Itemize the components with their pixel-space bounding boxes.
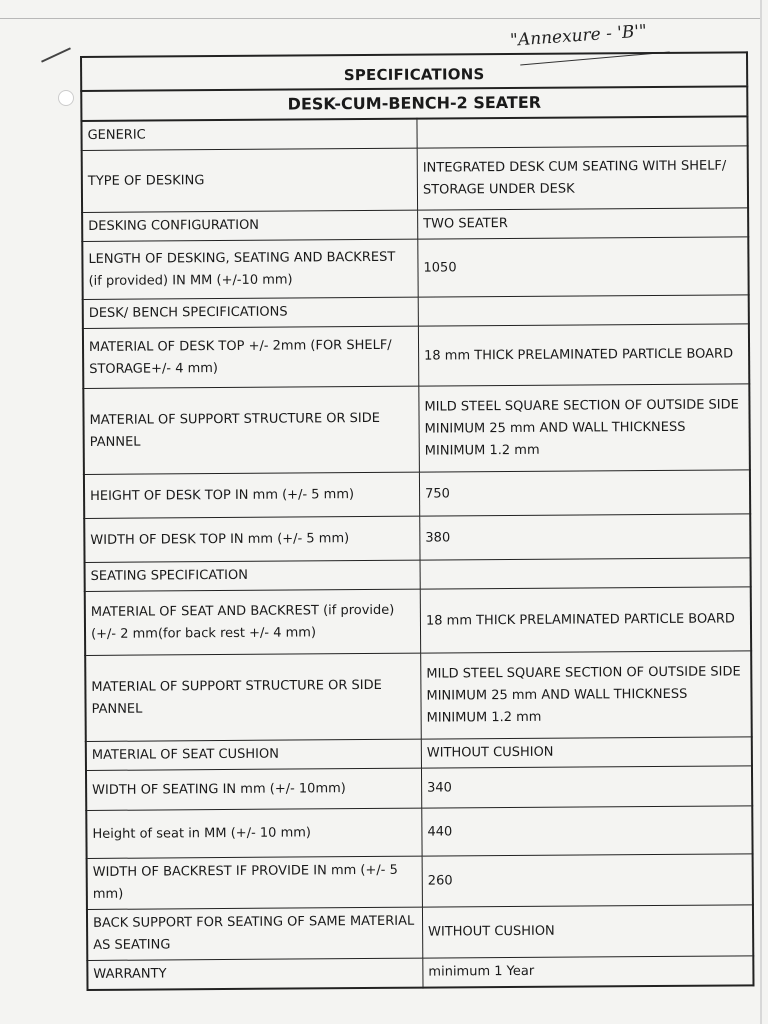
spec-row — [87, 956, 753, 990]
spec-value — [420, 558, 751, 589]
section-row — [85, 558, 751, 592]
spec-label: MATERIAL OF SEAT AND BACKREST (if provide) (+/- 2 mm(for back rest +/- 4 mm) — [85, 589, 421, 655]
specification-sheet — [80, 51, 755, 991]
section-row — [83, 295, 749, 329]
spec-row — [86, 766, 752, 811]
spec-label: Height of seat in MM (+/- 10 mm) — [86, 808, 422, 858]
spec-row — [84, 514, 750, 563]
spec-row — [84, 470, 750, 519]
section-heading: SEATING SPECIFICATION — [85, 560, 421, 591]
spec-label: DESKING CONFIGURATION — [82, 210, 418, 241]
spec-row — [87, 905, 753, 961]
spec-label: BACK SUPPORT FOR SEATING OF SAME MATERIAL AS SEATING — [87, 907, 423, 960]
spec-value: WITHOUT CUSHION — [422, 905, 753, 958]
spec-row — [83, 384, 750, 475]
spec-label: WIDTH OF BACKREST IF PROVIDE IN mm (+/- 5 mm) — [87, 856, 423, 909]
spec-label: MATERIAL OF SEAT CUSHION — [86, 739, 422, 770]
section-heading: DESK/ BENCH SPECIFICATIONS — [83, 297, 419, 328]
spec-label: TYPE OF DESKING — [82, 148, 418, 212]
annexure-handwritten-note: "Annexure - 'B'" — [509, 21, 648, 51]
specification-table — [80, 115, 754, 991]
punch-hole — [58, 90, 74, 106]
spec-value: 260 — [422, 854, 753, 907]
spec-value: 440 — [422, 806, 753, 856]
spec-value: 1050 — [418, 237, 749, 297]
section-row — [81, 116, 747, 150]
spec-label: HEIGHT OF DESK TOP IN mm (+/- 5 mm) — [84, 472, 420, 518]
spec-label: MATERIAL OF SUPPORT STRUCTURE OR SIDE PANNEL — [85, 653, 421, 741]
spec-row — [82, 208, 748, 242]
spec-row — [85, 651, 752, 742]
spec-value: TWO SEATER — [418, 208, 749, 239]
spec-value — [418, 295, 749, 326]
spec-value: 18 mm THICK PRELAMINATED PARTICLE BOARD — [420, 587, 751, 653]
spec-value: INTEGRATED DESK CUM SEATING WITH SHELF/ STORAGE UNDER DESK — [417, 146, 748, 210]
spec-value: 18 mm THICK PRELAMINATED PARTICLE BOARD — [418, 324, 749, 386]
spec-row — [86, 737, 752, 771]
spec-value: minimum 1 Year — [423, 956, 754, 988]
spec-row — [83, 324, 749, 389]
document-subtitle: DESK-CUM-BENCH-2 SEATER — [80, 85, 748, 120]
spec-label: WIDTH OF SEATING IN mm (+/- 10mm) — [86, 768, 422, 810]
spec-row — [86, 806, 752, 859]
section-heading: GENERIC — [81, 119, 417, 151]
spec-label: MATERIAL OF SUPPORT STRUCTURE OR SIDE PANNEL — [83, 386, 419, 474]
spec-row — [85, 587, 751, 656]
spec-value: MILD STEEL SQUARE SECTION OF OUTSIDE SIDE MINIMUM 25 mm AND WALL THICKNESS MINIMUM 1.2 mm — [421, 651, 752, 739]
spec-label: MATERIAL OF DESK TOP +/- 2mm (FOR SHELF/ STORAGE+/- 4 mm) — [83, 326, 419, 388]
spec-value: 340 — [421, 766, 752, 808]
spec-value: WITHOUT CUSHION — [421, 737, 752, 768]
document-title: SPECIFICATIONS — [80, 51, 748, 90]
spec-label: WIDTH OF DESK TOP IN mm (+/- 5 mm) — [84, 516, 420, 562]
spec-value: 380 — [420, 514, 751, 560]
spec-row — [87, 854, 753, 910]
spec-value: 750 — [419, 470, 750, 516]
spec-label: WARRANTY — [87, 958, 423, 990]
page-right-edge — [760, 0, 762, 1024]
spec-row — [82, 237, 748, 300]
spec-row — [82, 146, 748, 213]
spec-label: LENGTH OF DESKING, SEATING AND BACKREST (if provided) IN MM (+/-10 mm) — [82, 239, 418, 299]
spec-value: MILD STEEL SQUARE SECTION OF OUTSIDE SIDE MINIMUM 25 mm AND WALL THICKNESS MINIMUM 1.2 mm — [419, 384, 750, 472]
spec-value — [417, 116, 748, 148]
